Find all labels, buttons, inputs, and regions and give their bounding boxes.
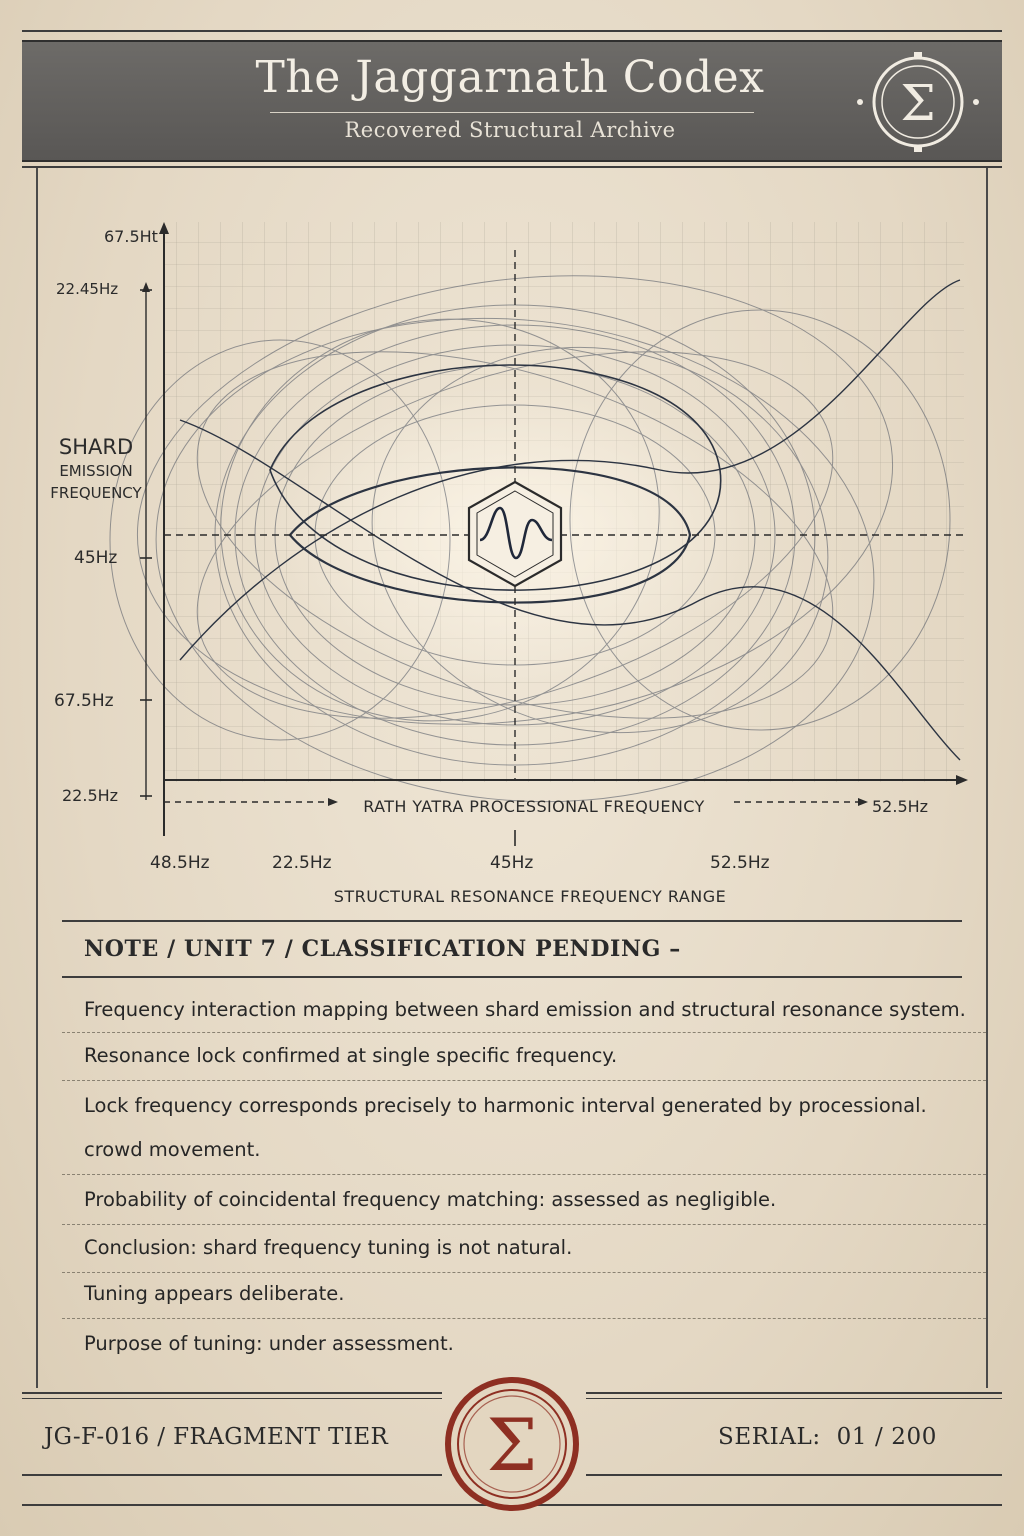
y-tick-label: 67.5Hz bbox=[54, 691, 114, 711]
x-tick-label: 48.5Hz bbox=[150, 853, 210, 873]
page-subtitle: Recovered Structural Archive bbox=[344, 118, 676, 142]
note-line: Purpose of tuning: under assessment. bbox=[84, 1332, 454, 1355]
y-tick-label: 22.5Hz bbox=[62, 786, 119, 805]
footer-bottom-right bbox=[586, 1474, 1002, 1476]
x-tick-label: 52.5Hz bbox=[710, 853, 770, 873]
y-tick-label: 67.5Ht bbox=[104, 227, 158, 246]
note-heading-rule bbox=[62, 976, 962, 978]
x-axis-label: STRUCTURAL RESONANCE FREQUENCY RANGE bbox=[333, 887, 727, 906]
serial-number: SERIAL: 01 / 200 bbox=[718, 1424, 937, 1450]
y-tick-label: 45Hz bbox=[74, 548, 118, 568]
note-heading: NOTE / UNIT 7 / CLASSIFICATION PENDING – bbox=[84, 936, 681, 962]
note-divider bbox=[62, 1272, 986, 1273]
svg-text:Σ: Σ bbox=[486, 1403, 538, 1487]
y-axis-label: SHARD bbox=[58, 435, 134, 459]
secondary-axis-end-tick: 52.5Hz bbox=[872, 797, 929, 816]
note-line: Frequency interaction mapping between shard emission and structural resonance system. bbox=[84, 998, 966, 1021]
footer-rule-left bbox=[22, 1392, 442, 1394]
footer-rule-right bbox=[586, 1392, 1002, 1394]
note-line: Resonance lock confirmed at single specific frequency. bbox=[84, 1044, 618, 1067]
x-tick-label: 45Hz bbox=[490, 853, 534, 873]
note-divider bbox=[62, 1174, 986, 1175]
note-divider bbox=[62, 1080, 986, 1081]
x-tick-label: 22.5Hz bbox=[272, 853, 332, 873]
footer-rule-left-thin bbox=[22, 1398, 442, 1399]
y-tick-label: 22.45Hz bbox=[56, 280, 119, 298]
fragment-tier-label: JG-F-016 / FRAGMENT TIER bbox=[44, 1424, 389, 1450]
note-divider bbox=[62, 1224, 986, 1225]
sigma-seal-icon bbox=[440, 1374, 584, 1514]
note-line: crowd movement. bbox=[84, 1138, 261, 1161]
secondary-axis-arrow-left bbox=[328, 798, 338, 806]
note-divider bbox=[62, 1032, 986, 1033]
note-line: Lock frequency corresponds precisely to harmonic interval generated by processional. bbox=[84, 1094, 927, 1117]
footer-rule-right-thin bbox=[586, 1398, 1002, 1399]
note-top-rule bbox=[62, 920, 962, 922]
note-line: Probability of coincidental frequency matching: assessed as negligible. bbox=[84, 1188, 777, 1211]
page-title: The Jaggarnath Codex bbox=[255, 52, 765, 103]
note-divider bbox=[62, 1318, 986, 1319]
secondary-axis-arrow-right bbox=[858, 798, 868, 806]
secondary-axis-label: RATH YATRA PROCESSIONAL FREQUENCY bbox=[363, 797, 705, 816]
note-line: Conclusion: shard frequency tuning is not natural. bbox=[84, 1236, 573, 1259]
y-axis-label: FREQUENCY bbox=[50, 484, 142, 502]
svg-text:Σ: Σ bbox=[900, 74, 936, 132]
footer-bottom-left bbox=[22, 1474, 442, 1476]
note-line: Tuning appears deliberate. bbox=[84, 1282, 345, 1305]
y-axis-label: EMISSION bbox=[59, 462, 133, 480]
